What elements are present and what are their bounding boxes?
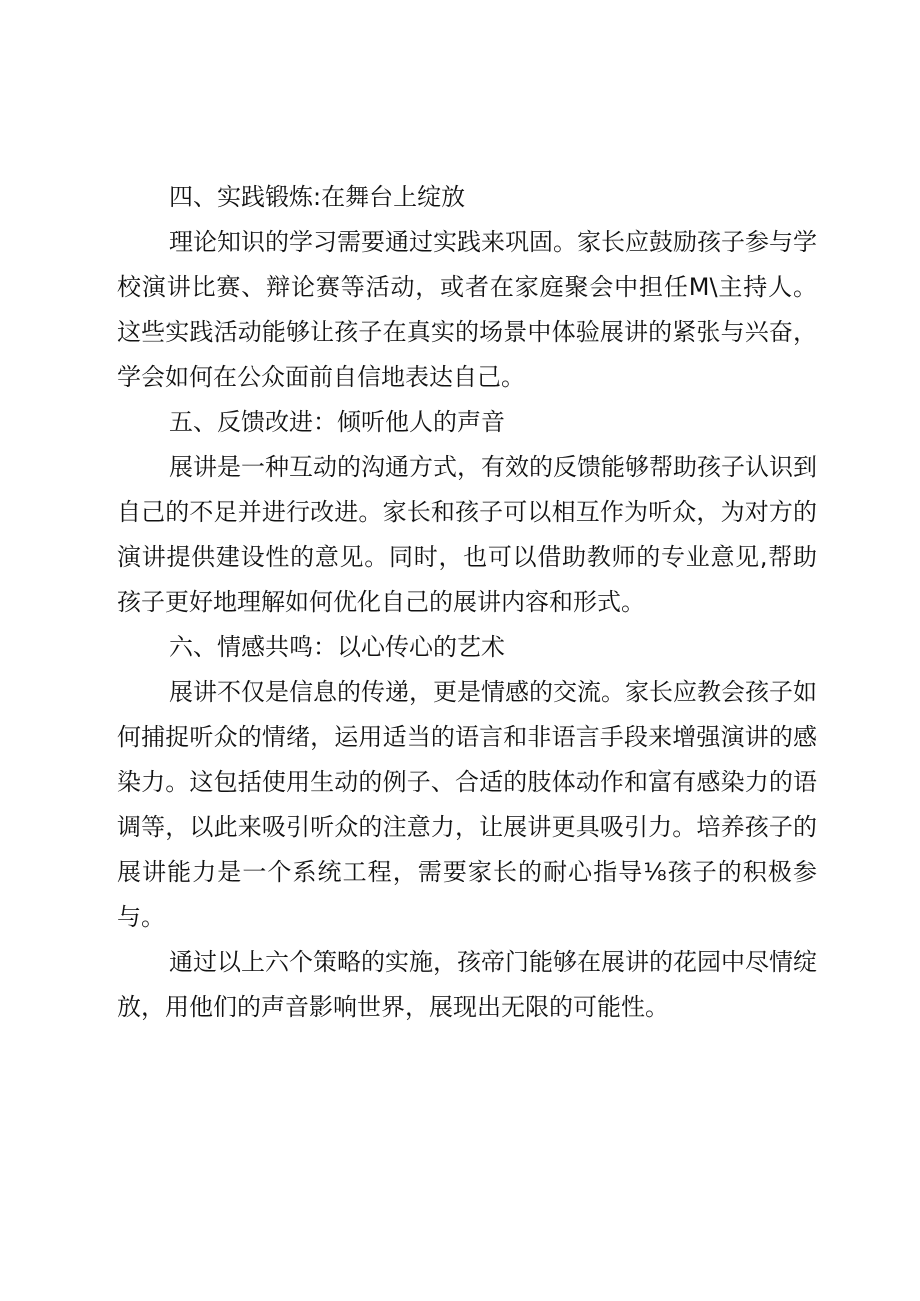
section-paragraph-4: 理论知识的学习需要通过实践来巩固。家长应鼓励孩子参与学校演讲比赛、辩论赛等活动，或者在家庭聚会中担任M\主持人。这些实践活动能够让孩子在真实的场景中体验展讲的紧张与兴奋，学会如何在公众面前自信地表达自己。 (117, 228, 817, 391)
section-paragraph-5: 展讲是一种互动的沟通方式，有效的反馈能够帮助孩子认识到自己的不足并进行改进。家长和孩子可以相互作为听众，为对方的演讲提供建设性的意见。同时，也可以借助教师的专业意见,帮助孩子更好地理解如何优化自己的展讲内容和形式。 (117, 453, 817, 616)
document-body (117, 175, 817, 1030)
section-paragraph-6: 展讲不仅是信息的传递，更是情感的交流。家长应教会孩子如何捕捉听众的情绪，运用适当的语言和非语言手段来增强演讲的感染力。这包括使用生动的例子、合适的肢体动作和富有感染力的语调等，以此来吸引听众的注意力，让展讲更具吸引力。培养孩子的展讲能力是一个系统工程，需要家长的耐心指导⅛孩子的积极参与。 (117, 678, 817, 931)
section-heading-5: 五、反馈改进：倾听他人的声音 (169, 408, 505, 436)
section-heading-6: 六、情感共鸣：以心传心的艺术 (169, 633, 505, 661)
conclusion-paragraph: 通过以上六个策略的实施，孩帝门能够在展讲的花园中尽情绽放，用他们的声音影响世界，展现出无限的可能性。 (117, 948, 817, 1021)
section-heading-4: 四、实践锻炼:在舞台上绽放 (169, 183, 466, 211)
